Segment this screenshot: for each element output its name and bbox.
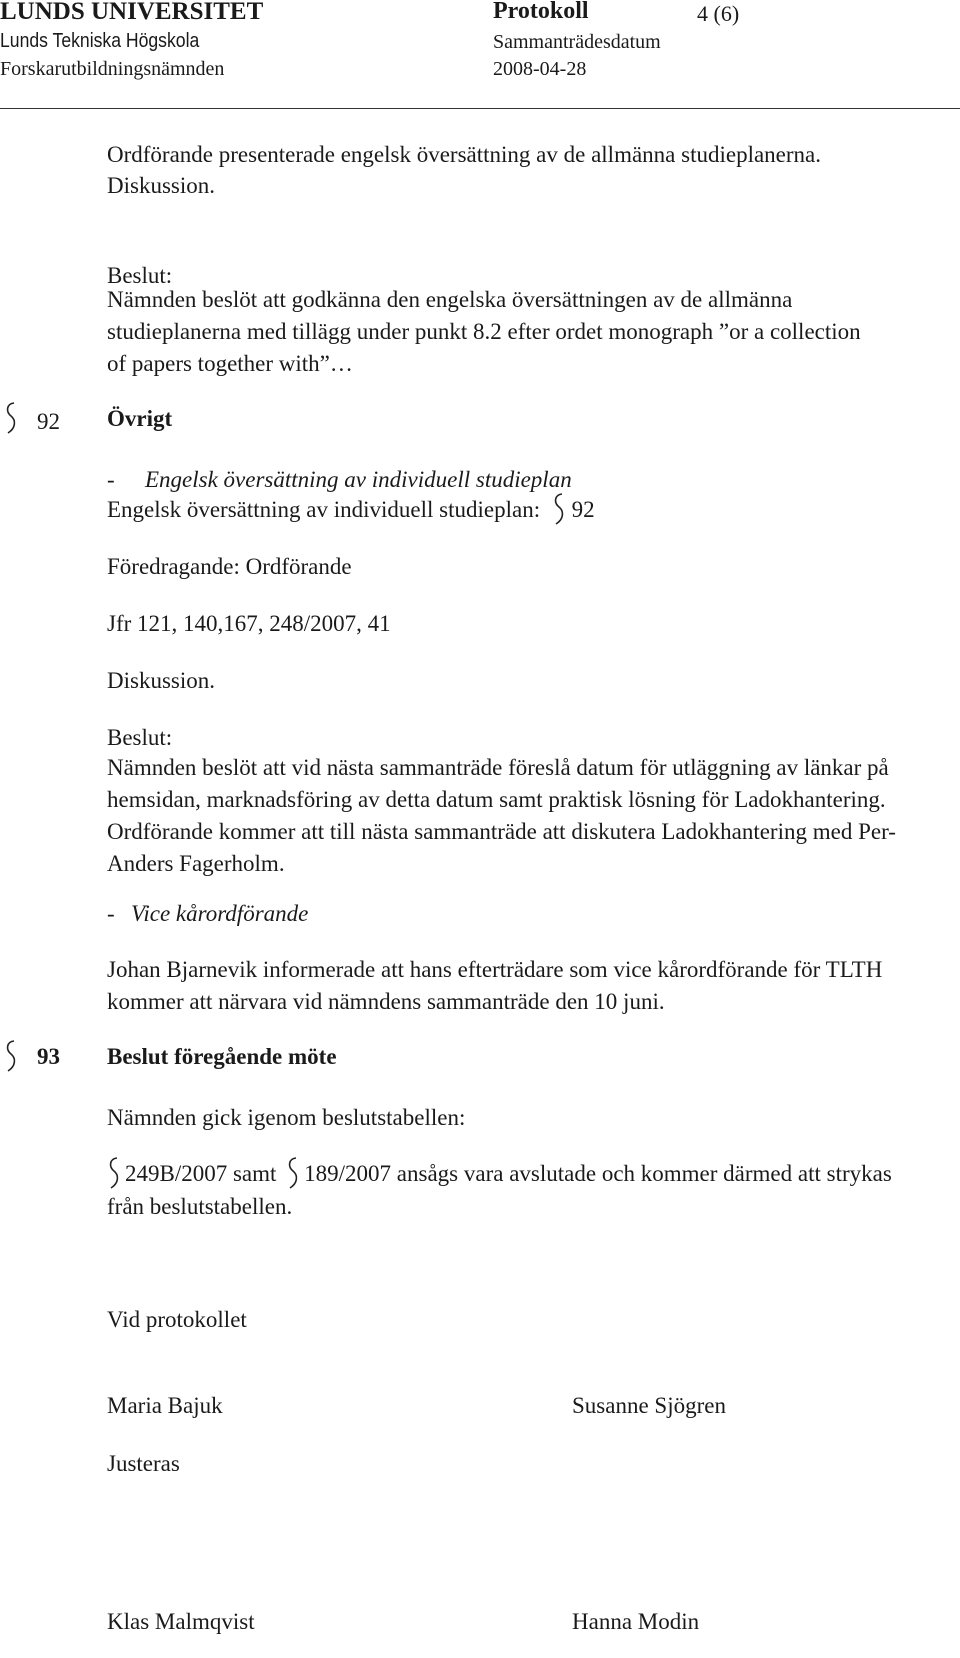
s93-text-a: 249B/2007 samt bbox=[125, 1161, 277, 1186]
section-93-title: Beslut föregående möte bbox=[107, 1044, 337, 1069]
item1-ref bbox=[107, 494, 595, 527]
section-sign-icon bbox=[107, 1155, 121, 1191]
section-sign-icon bbox=[552, 491, 566, 527]
university-name: LUNDS UNIVERSITET bbox=[0, 0, 264, 25]
s92-decision-label: Beslut: bbox=[107, 725, 173, 750]
s93-intro: Nämnden gick igenom beslutstabellen: bbox=[107, 1105, 466, 1130]
chair-name: Susanne Sjögren bbox=[572, 1393, 726, 1418]
secretary-name: Maria Bajuk bbox=[107, 1393, 223, 1418]
section-93-number: 93 bbox=[37, 1044, 60, 1069]
header-rule bbox=[0, 108, 960, 109]
checker2-name: Hanna Modin bbox=[572, 1609, 700, 1634]
intro-text: Ordförande presenterade engelsk översättning av de allmänna studieplanerna. bbox=[107, 142, 821, 167]
section-92-title: Övrigt bbox=[107, 406, 173, 431]
document-type: Protokoll bbox=[493, 0, 589, 24]
page-number: 4 (6) bbox=[697, 1, 740, 26]
section-93-symbol bbox=[4, 1038, 18, 1074]
meeting-date: 2008-04-28 bbox=[493, 58, 587, 80]
intro-decision-text: Nämnden beslöt att godkänna den engelska översättningen av de allmänna studieplanerna med tillägg under punkt 8.2 efter ordet monograph ”or a collection of papers together with”… bbox=[107, 287, 861, 376]
s93-text bbox=[107, 1158, 907, 1223]
s92-decision-text: Nämnden beslöt att vid nästa sammanträde föreslå datum för utläggning av länkar på hemsidan, marknadsföring av detta datum samt praktisk lösning för Ladokhantering. Ordförande kommer att till nästa sammanträde att diskutera Ladokhantering med Per-Anders Fagerholm. bbox=[107, 755, 896, 876]
item2-text: Johan Bjarnevik informerade att hans efterträdare som vice kårordförande för TLTH kommer att närvara vid nämndens sammanträde den 10 juni. bbox=[107, 957, 883, 1014]
section-sign-icon bbox=[286, 1155, 300, 1191]
item1-dash: - bbox=[107, 467, 115, 492]
item1-ref-text: Engelsk översättning av individuell studieplan: bbox=[107, 497, 541, 522]
section-sign-icon bbox=[4, 400, 18, 436]
meeting-date-label: Sammanträdesdatum bbox=[493, 31, 661, 53]
s93-text-b: 189/2007 ansågs vara avslutade och kommer därmed att strykas från beslutstabellen. bbox=[107, 1161, 892, 1219]
section-sign-icon bbox=[4, 1038, 18, 1074]
intro-discussion: Diskussion. bbox=[107, 173, 215, 198]
presenter: Föredragande: Ordförande bbox=[107, 554, 352, 579]
minutes-keeper-label: Vid protokollet bbox=[107, 1307, 247, 1332]
intro-decision-label: Beslut: bbox=[107, 263, 173, 288]
checker1-name: Klas Malmqvist bbox=[107, 1609, 255, 1634]
item1-title: Engelsk översättning av individuell studieplan bbox=[145, 467, 572, 492]
references: Jfr 121, 140,167, 248/2007, 41 bbox=[107, 611, 391, 636]
item2-title: Vice kårordförande bbox=[131, 901, 309, 926]
section-92-number: 92 bbox=[37, 409, 60, 434]
faculty-name: Lunds Tekniska Högskola bbox=[0, 30, 200, 52]
checked-label: Justeras bbox=[107, 1451, 180, 1476]
board-name: Forskarutbildningsnämnden bbox=[0, 58, 225, 80]
section-92-symbol bbox=[4, 400, 18, 436]
item1-ref-number: 92 bbox=[571, 497, 595, 522]
s92-discussion: Diskussion. bbox=[107, 668, 215, 693]
item2-dash: - bbox=[107, 901, 115, 926]
